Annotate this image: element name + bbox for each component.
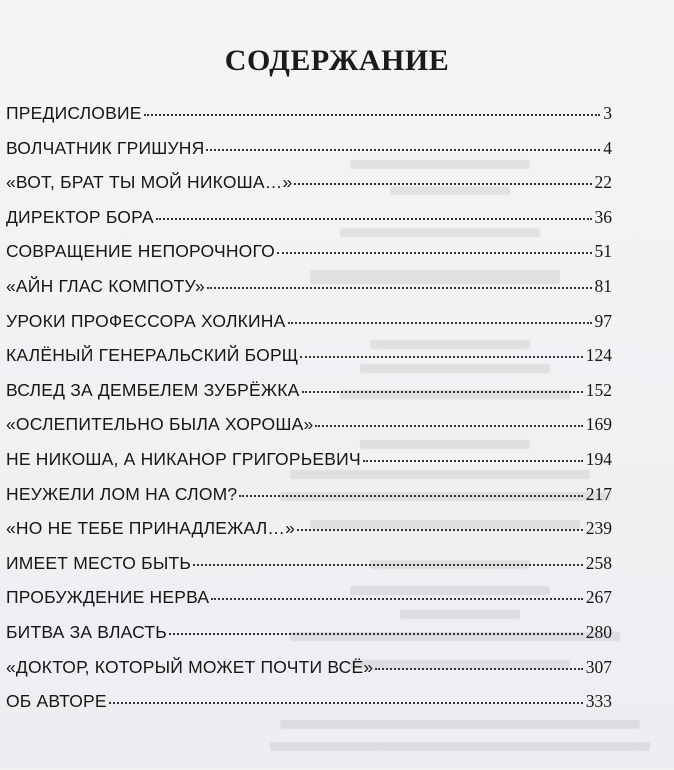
toc-entry-page-number: 194 bbox=[585, 448, 612, 469]
toc-entry-title: ПРОБУЖДЕНИЕ НЕРВА bbox=[6, 587, 210, 608]
dot-leader bbox=[206, 149, 600, 151]
dot-leader bbox=[302, 391, 583, 393]
dot-leader bbox=[156, 218, 592, 220]
toc-entry-page-number: 239 bbox=[585, 518, 612, 539]
dot-leader bbox=[363, 460, 583, 462]
toc-entry-title: ИМЕЕТ МЕСТО БЫТЬ bbox=[6, 552, 192, 573]
toc-entry-page-number: 258 bbox=[585, 552, 612, 573]
toc-entry-title: «АЙН ГЛАС КОМПОТУ» bbox=[6, 275, 205, 296]
dot-leader bbox=[211, 598, 582, 600]
dot-leader bbox=[288, 322, 592, 324]
dot-leader bbox=[375, 668, 582, 670]
toc-entry-page-number: 124 bbox=[585, 345, 612, 366]
toc-entry[interactable] bbox=[6, 240, 612, 275]
toc-entry-title: ПРЕДИСЛОВИЕ bbox=[6, 103, 142, 123]
dot-leader bbox=[300, 356, 582, 358]
toc-entry[interactable] bbox=[6, 206, 612, 241]
toc-entry[interactable] bbox=[6, 552, 612, 587]
toc-entry-title: НЕУЖЕЛИ ЛОМ НА СЛОМ? bbox=[6, 483, 238, 504]
toc-entry-page-number: 169 bbox=[585, 414, 612, 435]
toc-entry-title: «НО НЕ ТЕБЕ ПРИНАДЛЕЖАЛ…» bbox=[6, 518, 296, 539]
toc-entry-title: «ДОКТОР, КОТОРЫЙ МОЖЕТ ПОЧТИ ВСЁ» bbox=[6, 656, 374, 677]
toc-entry[interactable] bbox=[6, 448, 612, 483]
toc-entry-title: ВСЛЕД ЗА ДЕМБЕЛЕМ ЗУБРЁЖКА bbox=[6, 379, 300, 400]
dot-leader bbox=[144, 114, 601, 116]
toc-entry-title: ДИРЕКТОР БОРА bbox=[6, 206, 154, 227]
toc-entry-title: «ВОТ, БРАТ ТЫ МОЙ НИКОША…» bbox=[6, 172, 293, 193]
toc-entry[interactable] bbox=[6, 310, 612, 345]
toc-entry-page-number: 22 bbox=[594, 172, 612, 193]
toc-entry-title: КАЛЁНЫЙ ГЕНЕРАЛЬСКИЙ БОРЩ bbox=[6, 345, 299, 366]
toc-entry-page-number: 217 bbox=[585, 483, 612, 504]
toc-entry[interactable] bbox=[6, 379, 612, 414]
toc-entry-page-number: 51 bbox=[594, 241, 612, 262]
toc-entry-page-number: 307 bbox=[585, 656, 612, 677]
toc-entry[interactable] bbox=[6, 171, 612, 206]
toc-entry-page-number: 36 bbox=[594, 206, 612, 227]
toc-entry[interactable] bbox=[6, 656, 612, 691]
toc-entry-title: ВОЛЧАТНИК ГРИШУНЯ bbox=[6, 137, 205, 158]
toc-entry-page-number: 81 bbox=[594, 275, 612, 296]
toc-entry-title: «ОСЛЕПИТЕЛЬНО БЫЛА ХОРОША» bbox=[6, 414, 314, 435]
dot-leader bbox=[169, 633, 583, 635]
toc-entry-title: ОБ АВТОРЕ bbox=[6, 691, 107, 712]
toc-entry[interactable] bbox=[6, 413, 612, 448]
dot-leader bbox=[277, 252, 592, 254]
toc-entry[interactable] bbox=[6, 517, 612, 552]
toc-entry[interactable] bbox=[6, 344, 612, 379]
toc-entry[interactable] bbox=[6, 586, 612, 621]
toc-entry[interactable] bbox=[6, 621, 612, 656]
dot-leader bbox=[315, 425, 582, 427]
toc-entry-title: СОВРАЩЕНИЕ НЕПОРОЧНОГО bbox=[6, 241, 275, 262]
dot-leader bbox=[294, 183, 591, 185]
toc-entry-page-number: 4 bbox=[603, 137, 612, 158]
toc-entry[interactable] bbox=[6, 275, 612, 310]
toc-entry-page-number: 3 bbox=[603, 103, 612, 123]
toc-entry-title: НЕ НИКОША, А НИКАНОР ГРИГОРЬЕВИЧ bbox=[6, 448, 361, 469]
dot-leader bbox=[207, 287, 592, 289]
toc-entry-page-number: 333 bbox=[585, 691, 612, 712]
page-title: СОДЕРЖАНИЕ bbox=[224, 44, 450, 77]
toc-entry-page-number: 267 bbox=[585, 587, 612, 608]
toc-entry[interactable] bbox=[6, 102, 612, 137]
toc-entry[interactable] bbox=[6, 137, 612, 172]
toc-entry-page-number: 280 bbox=[585, 621, 612, 642]
toc-entry-page-number: 152 bbox=[585, 379, 612, 400]
toc-entry[interactable] bbox=[6, 483, 612, 518]
toc-entry-title: УРОКИ ПРОФЕССОРА ХОЛКИНА bbox=[6, 310, 286, 331]
toc-entry-page-number: 97 bbox=[594, 310, 612, 331]
dot-leader bbox=[193, 564, 583, 566]
dot-leader bbox=[109, 702, 583, 704]
dot-leader bbox=[239, 495, 582, 497]
toc-entry[interactable] bbox=[6, 690, 612, 725]
table-of-contents bbox=[6, 102, 612, 725]
toc-entry-title: БИТВА ЗА ВЛАСТЬ bbox=[6, 621, 167, 642]
dot-leader bbox=[297, 529, 583, 531]
